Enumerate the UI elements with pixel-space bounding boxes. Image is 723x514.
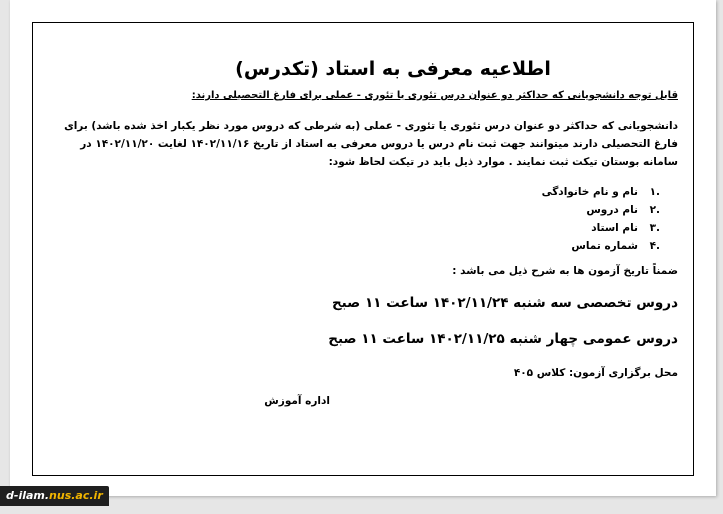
office-signature: اداره آموزش <box>264 395 330 407</box>
list-item-text: نام و نام خانوادگی <box>541 186 638 198</box>
exam-general: دروس عمومی چهار شنبه ۱۴۰۲/۱۱/۲۵ ساعت ۱۱ صبح <box>328 331 678 347</box>
list-item-text: شماره تماس <box>571 240 638 252</box>
list-item-number: .۱ <box>649 186 660 198</box>
announcement-title: اطلاعیه معرفی به استاد (تکدرس) <box>235 58 551 80</box>
list-item-text: نام دروس <box>586 204 638 216</box>
list-item-number: .۲ <box>649 204 660 216</box>
list-item-number: .۳ <box>649 222 660 234</box>
exam-specialized: دروس تخصصی سه شنبه ۱۴۰۲/۱۱/۲۴ ساعت ۱۱ صبح <box>331 295 678 311</box>
list-item-number: .۴ <box>649 240 660 252</box>
required-items-list <box>48 183 678 255</box>
list-item <box>48 201 660 219</box>
list-item <box>48 183 660 201</box>
document-page <box>10 0 716 496</box>
list-item <box>48 237 660 255</box>
announcement-content <box>48 58 678 407</box>
watermark-accent: nus.ac.ir <box>49 489 103 502</box>
list-item-text: نام استاد <box>591 222 638 234</box>
watermark-prefix: d-ilam. <box>6 489 50 502</box>
list-item <box>48 219 660 237</box>
announcement-paragraph: دانشجویانی که حداکثر دو عنوان درس تئوری یا تئوری - عملی (به شرطی که دروس مورد نظر یکبار اخذ شده باشد) برای فارغ التحصیلی دارند میتوانند جهت ثبت نام درس یا دروس معرفی به استاد از تاریخ ۱۴۰۲/۱۱/۱۶ لغایت ۱۴۰۲/۱۱/۲۰ در سامانه بوستان تیکت ثبت نمایند . موارد ذیل باید در تیکت لحاظ شود: <box>64 120 678 168</box>
exam-location: محل برگزاری آزمون: کلاس ۴۰۵ <box>513 367 678 379</box>
exam-intro: ضمناً تاریخ آزمون ها به شرح ذیل می باشد : <box>452 265 678 277</box>
announcement-subnote: قابل توجه دانشجویانی که حداکثر دو عنوان درس تئوری یا تئوری - عملی برای فارغ التحصیلی دارند: <box>191 90 678 101</box>
site-watermark <box>0 486 109 506</box>
